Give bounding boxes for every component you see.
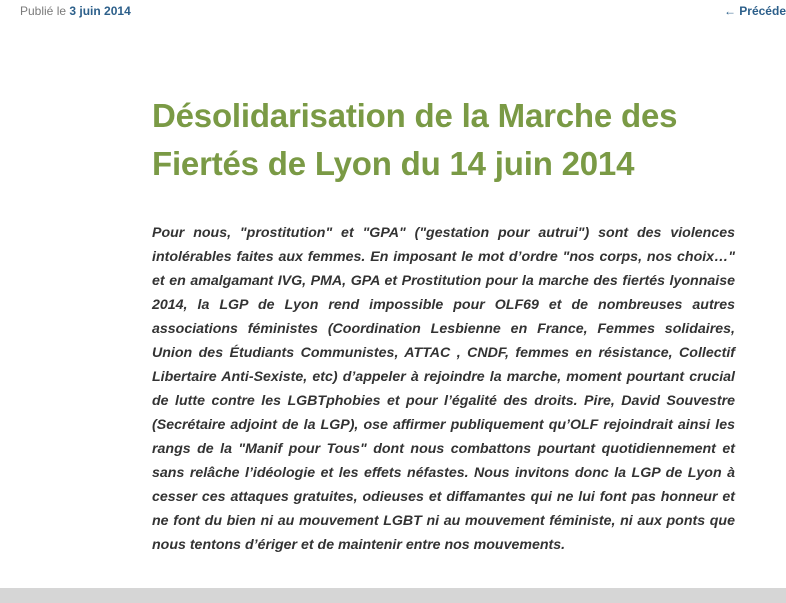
published-date-link[interactable]: 3 juin 2014 xyxy=(69,4,131,18)
footer-strip xyxy=(0,588,786,603)
published-label: Publié le xyxy=(20,4,67,18)
article xyxy=(152,92,735,557)
previous-post-link[interactable]: ← Précéde xyxy=(723,4,786,18)
article-title: Désolidarisation de la Marche des Fiertés de Lyon du 14 juin 2014 xyxy=(152,97,678,182)
post-meta xyxy=(20,4,131,18)
article-body: Pour nous, "prostitution" et "GPA" ("gestation pour autrui") sont des violences intolérables faites aux femmes. En imposant le mot d’ordre "nos corps, nos choix…" et en amalgamant IVG, PMA, GPA et Prostitution pour la marche des fiertés lyonnaise 2014, la LGP de Lyon rend impossible pour OLF69 et de nombreuses autres associations féministes (Coordination Lesbienne en France, Femmes solidaires, Union des Étudiants Communistes, ATTAC , CNDF, femmes en résistance, Collectif Libertaire Anti-Sexiste, etc) d’appeler à rejoindre la marche, moment pourtant crucial de lutte contre les LGBTphobies et pour l’égalité des droits. Pire, David Souvestre (Secrétaire adjoint de la LGP), ose affirmer publiquement qu’OLF rejoindrait ainsi les rangs de la "Manif pour Tous" dont nous combattons pourtant quotidiennement et sans relâche l’idéologie et les effets néfastes. Nous invitons donc la LGP de Lyon à cesser ces attaques gratuites, odieuses et diffamantes qui ne lui font pas honneur et ne font du bien ni au mouvement LGBT ni au mouvement féministe, ni aux ponts que nous tentons d’ériger et de maintenir entre nos mouvements. xyxy=(152,225,735,553)
